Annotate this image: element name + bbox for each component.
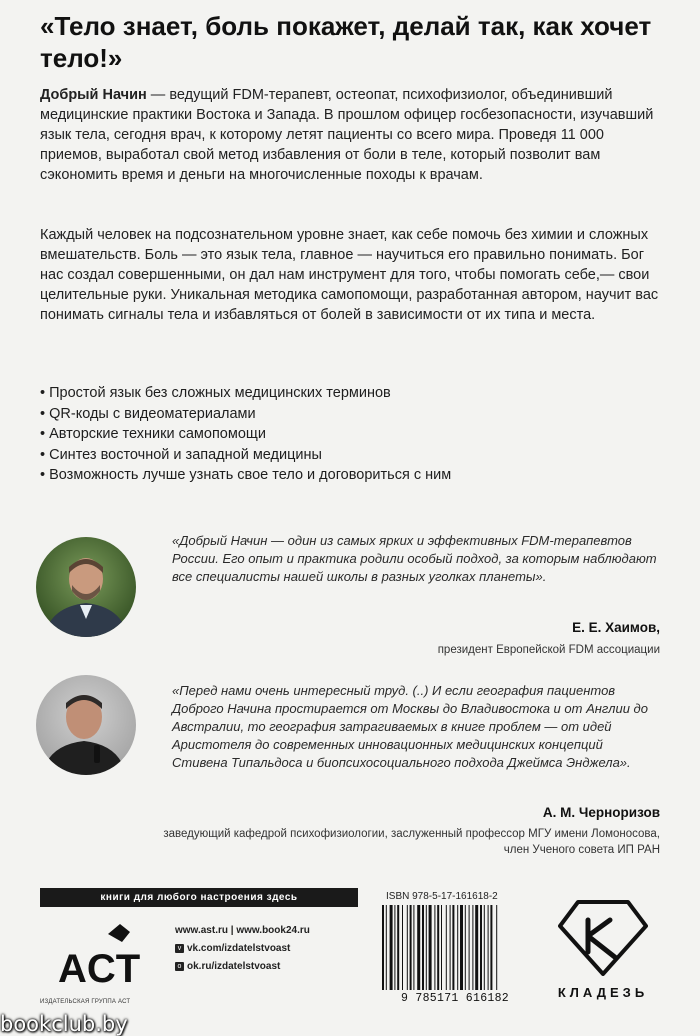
- publisher-caption: ИЗДАТЕЛЬСКАЯ ГРУППА АСТ: [40, 999, 131, 1005]
- barcode-icon: [380, 905, 530, 990]
- author-intro-text: — ведущий FDM-терапевт, остеопат, психофизиолог, объединивший медицинские практики Востока и Запада. В прошлом офицер госбезопасности, изучавший язык тела, сегодня врач, к которому летят пациенты со всего мира. Проведя 11 000 приемов, выработал свой метод избавления от боли в теле, который позволит вам сэкономить время и деньги на многочисленные походы к врачам.: [40, 87, 654, 183]
- websites-text: www.ast.ru | www.book24.ru: [175, 925, 310, 936]
- vk-link-row: [175, 940, 310, 958]
- feature-item: • Авторские техники самопомощи: [40, 424, 451, 445]
- feature-item: • Синтез восточной и западной медицины: [40, 445, 451, 466]
- reviewer-photo-1: [36, 537, 136, 637]
- publisher-links: [175, 922, 310, 976]
- imprint-name: КЛАДЕЗЬ: [557, 985, 649, 1000]
- author-intro: [40, 85, 665, 185]
- feature-item: • Возможность лучше узнать свое тело и договориться с ним: [40, 465, 451, 486]
- watermark: bookclub.by: [0, 1012, 128, 1036]
- review-author-1: Е. Е. Хаимов,: [572, 620, 660, 635]
- author-name-bold: Добрый Начин: [40, 87, 147, 103]
- features-list: [40, 383, 451, 486]
- review-author-2: А. М. Черноризов: [542, 805, 660, 820]
- ok-link-row: [175, 958, 310, 976]
- ast-logo-icon: [50, 920, 140, 1000]
- headline: «Тело знает, боль покажет, делай так, как хочет тело!»: [40, 11, 652, 73]
- book-description: Каждый человек на подсознательном уровне знает, как себе помочь без химии и сложных вмешательств. Боль — это язык тела, главное — научиться его правильно понимать. Бог нас создал совершенными, он дал нам инструмент для того, чтобы помогать себе,— свои целительные руки. Уникальная методика самопомощи, разработанная автором, научит вас понимать сигналы тела и избавляться от болей в зависимости от их типа и места.: [40, 227, 659, 323]
- review-quote-2: «Перед нами очень интересный труд. (..) И если география пациентов Доброго Начина простирается от Москвы до Владивостока и от Англии до Австралии, то география затрагиваемых в книге проблем — от идей Аристотеля до современных инновационных медицинских концепций Стивена Типальдоса и биопсихосоциального подхода Джеймса Энджела».: [172, 683, 648, 770]
- review-quote-1: «Добрый Начин — один из самых ярких и эффективных FDM-терапевтов России. Его опыт и практика родили особый подход, за которым наблюдают все специалисты нашей школы в разных уголках планеты».: [172, 533, 657, 584]
- isbn-text: ISBN 978-5-17-161618-2: [386, 891, 498, 902]
- ok-link: ok.ru/izdatelstvoast: [187, 961, 281, 972]
- kladez-diamond-icon: [558, 898, 648, 976]
- vk-link: vk.com/izdatelstvoast: [187, 943, 291, 954]
- ok-icon: o: [175, 962, 184, 971]
- vk-icon: v: [175, 944, 184, 953]
- feature-item: • Простой язык без сложных медицинских терминов: [40, 383, 451, 404]
- slogan-banner: книги для любого настроения здесь: [40, 888, 358, 907]
- ast-logo-text: ACT: [58, 947, 140, 991]
- review-author-role-2: заведующий кафедрой психофизиологии, заслуженный профессор МГУ имени Ломоносова, член Ученого совета ИП РАН: [163, 828, 660, 856]
- review-author-role-1: президент Европейской FDM ассоциации: [437, 644, 660, 656]
- reviewer-photo-2: [36, 675, 136, 775]
- barcode-number: 9 785171 616182: [400, 992, 510, 1005]
- feature-item: • QR-коды с видеоматериалами: [40, 404, 451, 425]
